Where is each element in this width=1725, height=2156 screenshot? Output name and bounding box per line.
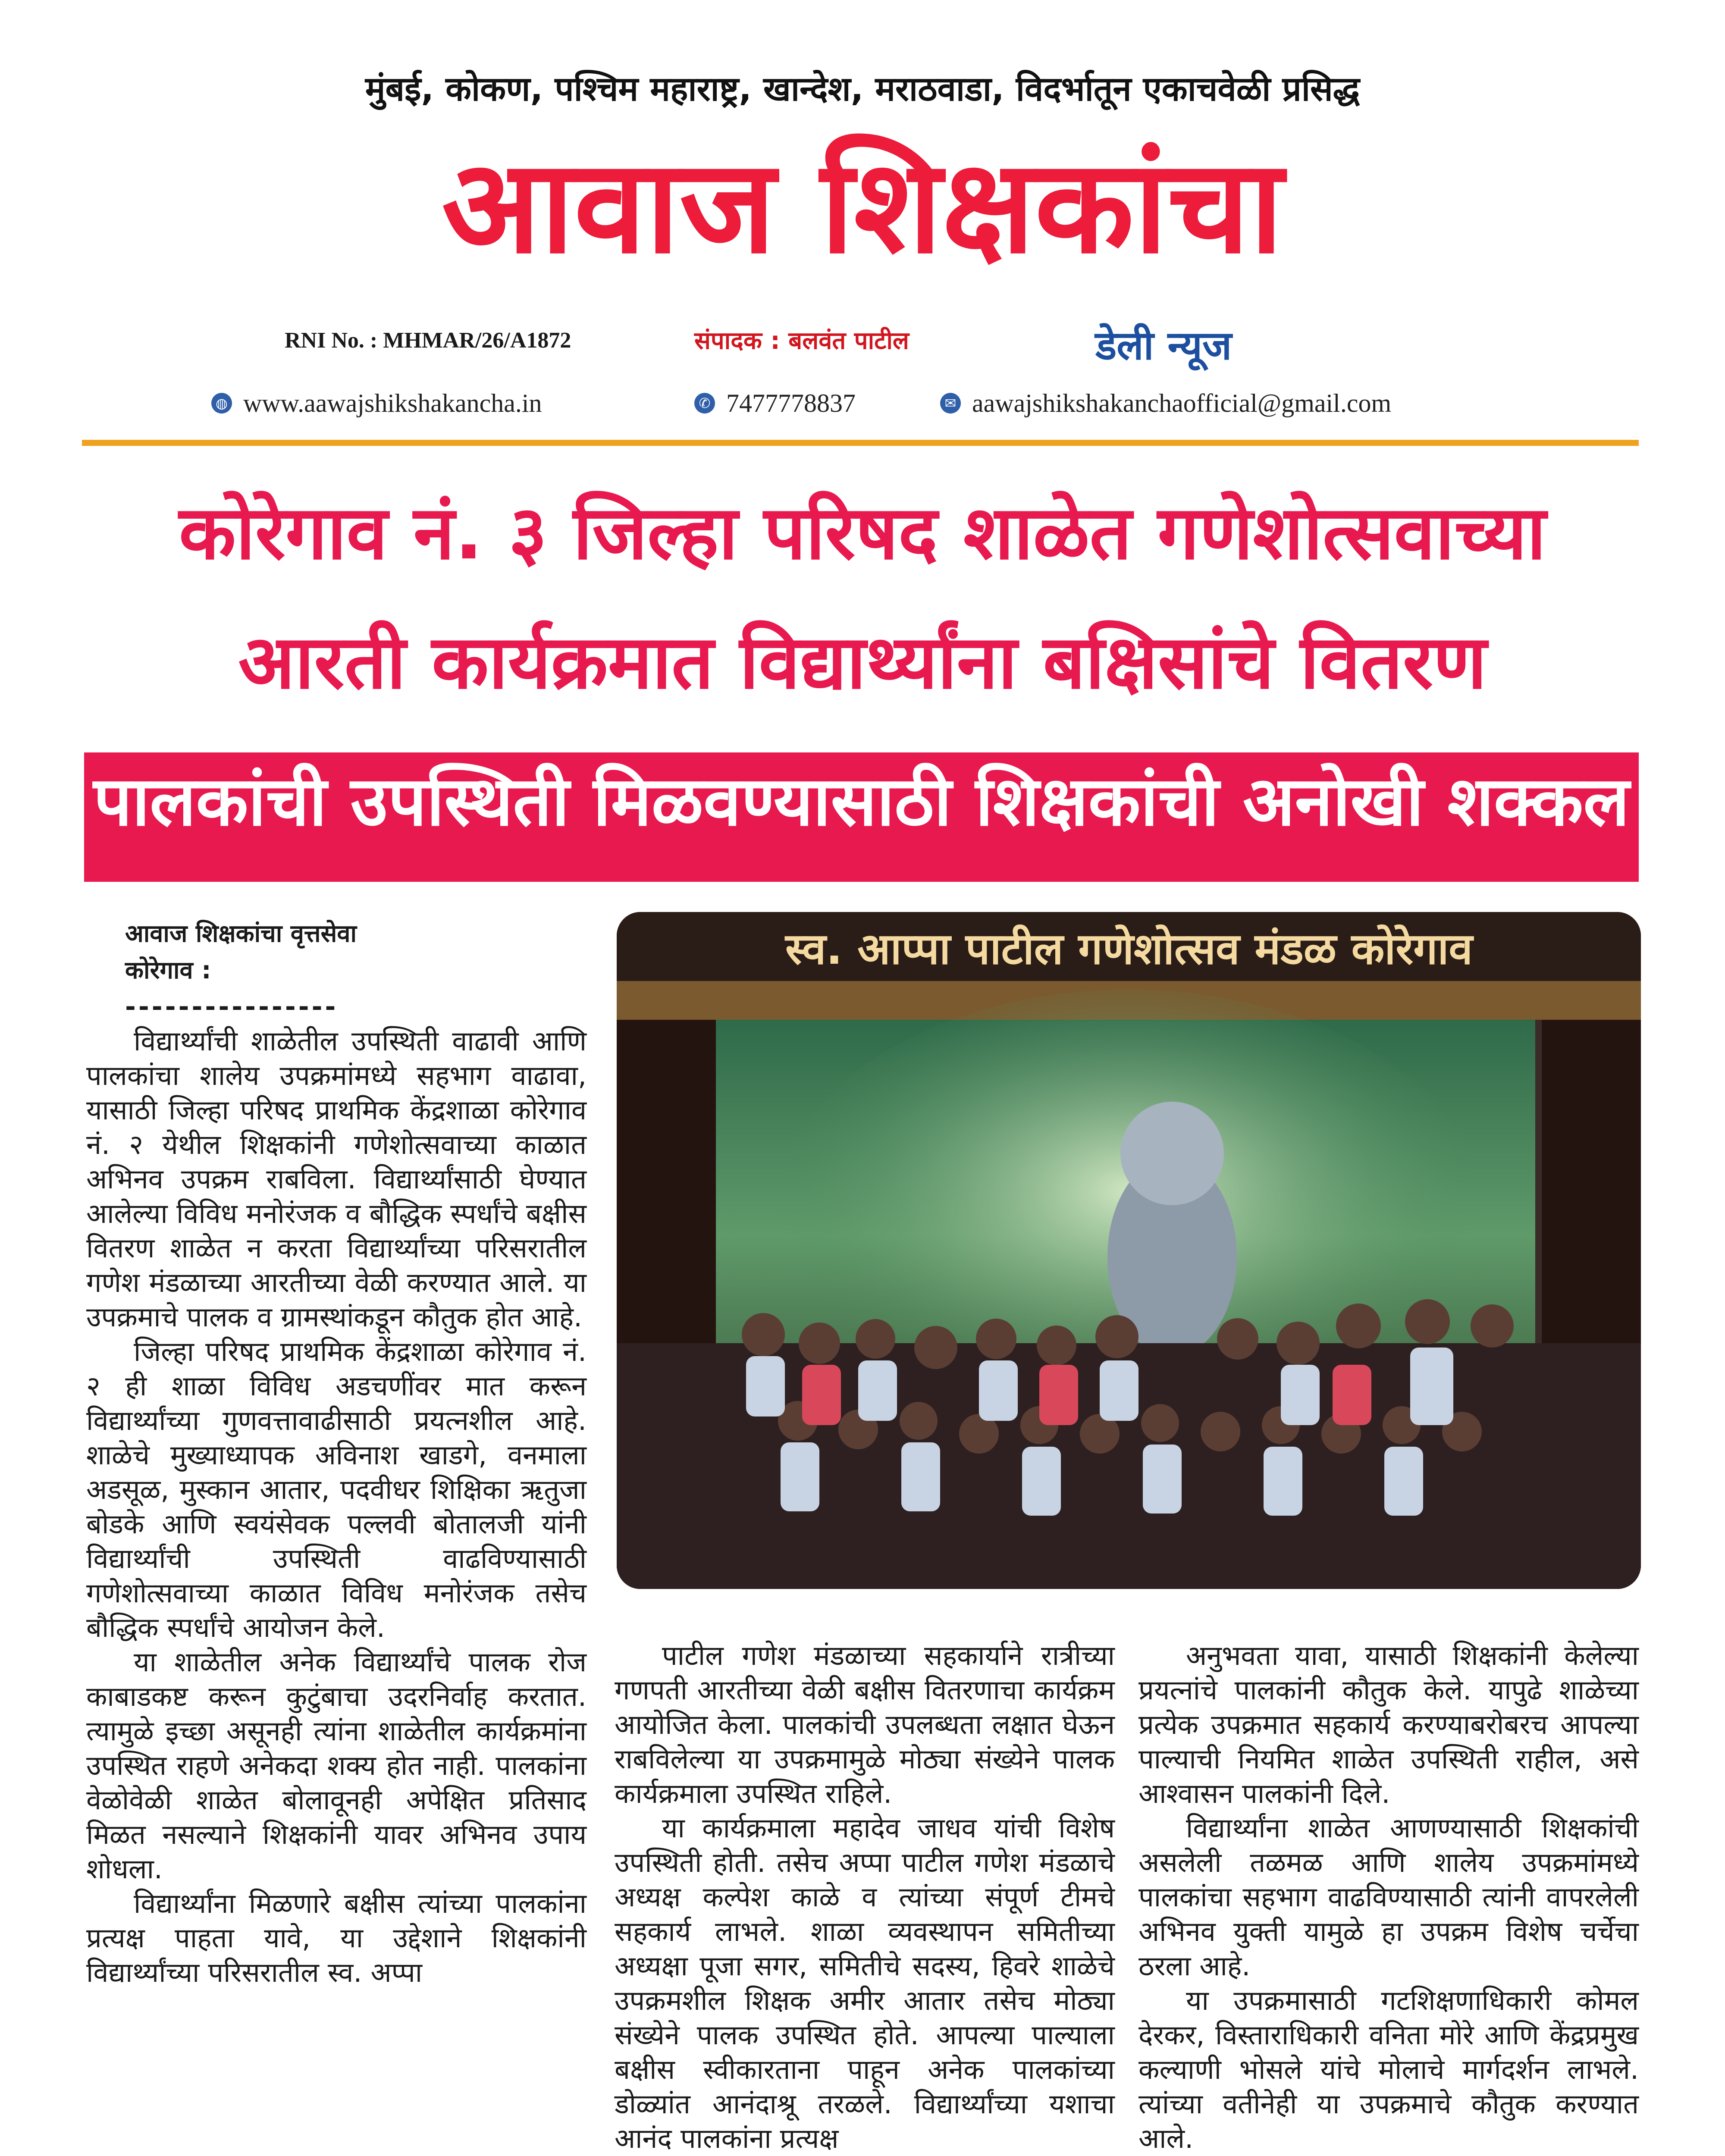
paragraph: विद्यार्थ्यांना शाळेत आणण्यासाठी शिक्षकांची असलेली तळमळ आणि शालेय उपक्रमांमध्ये पालकांचा सहभाग वाढविण्यासाठी त्यांनी वापरलेली अभिनव युक्ती यामुळे हा उपक्रम विशेष चर्चेचा ठरला आहे.	[1138, 1812, 1639, 1982]
newspaper-title: आवाज शिक्षकांचा	[442, 132, 1283, 282]
photo-banner-text: स्व. आप्पा पाटील गणेशोत्सव मंडळ कोरेगाव	[785, 924, 1473, 974]
subheadline: पालकांची उपस्थिती मिळवण्यासाठी शिक्षकांची अनोखी शक्कल	[93, 762, 1630, 841]
paragraph: या कार्यक्रमाला महादेव जाधव यांची विशेष उपस्थिती होती. तसेच अप्पा पाटील गणेश मंडळाचे अध्यक्ष कल्पेश काळे व त्यांच्या संपूर्ण टीमचे सहकार्य लाभले. शाळा व्यवस्थापन समितीच्या अध्यक्षा पूजा सगर, समितीचे सदस्य, हिवरे शाळेचे उपक्रमशील शिक्षक अमीर आतार तसेच मोठ्या संख्येने पालक उपस्थित होते. आपल्या पाल्याला बक्षीस स्वीकारताना पाहून अनेक पालकांच्या डोळ्यांत आनंदाश्रू तरळले. विद्यार्थ्यांच्या यशाचा आनंद पालकांना प्रत्यक्ष	[615, 1812, 1115, 2154]
rni-number: RNI No. : MHMAR/26/A1872	[285, 328, 571, 353]
phone-number[interactable]: 7477778837	[726, 389, 856, 417]
event-photo	[617, 912, 1641, 1589]
header-divider	[82, 440, 1639, 446]
paragraph: जिल्हा परिषद प्राथमिक केंद्रशाळा कोरेगाव नं. २ ही शाळा विविध अडचणींवर मात करून विद्यार्थ्यांच्या गुणवत्तावाढीसाठी प्रयत्नशील आहे. शाळेचे मुख्याध्यापक अविनाश खाडगे, वनमाला अडसूळ, मुस्कान आतार, पदवीधर शिक्षिका ऋतुजा बोडके आणि स्वयंसेवक पल्लवी बोतालजी यांनी विद्यार्थ्यांची उपस्थिती वाढविण्यासाठी गणेशोत्सवाच्या काळात विविध मनोरंजक तसेच बौद्धिक स्पर्धांचे आयोजन केले.	[86, 1336, 586, 1643]
phone-contact[interactable]	[694, 384, 856, 423]
email-address[interactable]: aawajshikshakanchaofficial@gmail.com	[972, 389, 1392, 417]
byline-place: कोरेगाव :	[125, 956, 211, 984]
byline-source: आवाज शिक्षकांचा वृत्तसेवा	[125, 920, 357, 948]
phone-icon: ✆	[694, 393, 715, 414]
paragraph: पाटील गणेश मंडळाच्या सहकार्याने रात्रीच्या गणपती आरतीच्या वेळी बक्षीस वितरणाचा कार्यक्रम आयोजित केला. पालकांची उपलब्धता लक्षात घेऊन राबविलेल्या या उपक्रमामुळे मोठ्या संख्येने पालक कार्यक्रमाला उपस्थित राहिले.	[615, 1640, 1115, 1809]
editor-credit: संपादक : बलवंत पाटील	[694, 327, 909, 355]
website-link[interactable]: www.aawajshikshakancha.in	[243, 389, 542, 417]
paragraph: या शाळेतील अनेक विद्यार्थ्यांचे पालक रोज काबाडकष्ट करून कुटुंबाचा उदरनिर्वाह करतात. त्यामुळे इच्छा असूनही त्यांना शाळेतील कार्यक्रमांना उपस्थित राहणे अनेकदा शक्य होत नाही. पालकांना वेळोवेळी शाळेत बोलावूनही अपेक्षित प्रतिसाद मिळत नसल्याने शिक्षकांनी यावर अभिनव उपाय शोधला.	[86, 1646, 586, 1885]
article-column-3	[1138, 1639, 1639, 2156]
article-column-2	[615, 1639, 1115, 2156]
daily-news-label: डेली न्यूज	[1095, 323, 1232, 369]
paragraph: या उपक्रमासाठी गटशिक्षणाधिकारी कोमल देरकर, विस्ताराधिकारी वनिता मोरे आणि केंद्रप्रमुख कल्याणी भोसले यांचे मोलाचे मार्गदर्शन लाभले. त्यांच्या वतीनेही या उपक्रमाचे कौतुक करण्यात आले.	[1138, 1985, 1639, 2154]
paragraph: विद्यार्थ्यांची शाळेतील उपस्थिती वाढावी आणि पालकांचा शालेय उपक्रमांमध्ये सहभाग वाढावा, यासाठी जिल्हा परिषद प्राथमिक केंद्रशाळा कोरेगाव नं. २ येथील शिक्षकांनी गणेशोत्सवाच्या काळात अभिनव उपक्रम राबविला. विद्यार्थ्यांसाठी घेण्यात आलेल्या विविध मनोरंजक व बौद्धिक स्पर्धांचे बक्षीस वितरण शाळेत न करता विद्यार्थ्यांच्या परिसरातील गणेश मंडळाच्या आरतीच्या वेळी करण्यात आले. या उपक्रमाचे पालक व ग्रामस्थांकडून कौतुक होत आहे.	[86, 1025, 586, 1333]
mail-icon: ✉	[940, 393, 961, 414]
headline-line-1: कोरेगाव नं. ३ जिल्हा परिषद शाळेत गणेशोत्सवाच्या	[179, 489, 1546, 576]
article-column-1	[86, 1024, 586, 1990]
globe-icon: ◍	[211, 393, 232, 414]
headline-line-2: आरती कार्यक्रमात विद्यार्थ्यांना बक्षिसांचे वितरण	[238, 619, 1487, 705]
email-contact[interactable]	[940, 384, 1391, 423]
tagline: मुंबई, कोकण, पश्चिम महाराष्ट्र, खान्देश, मराठवाडा, विदर्भातून एकाचवेळी प्रसिद्ध	[365, 70, 1360, 109]
paragraph: अनुभवता यावा, यासाठी शिक्षकांनी केलेल्या प्रयत्नांचे पालकांनी कौतुक केले. यापुढे शाळेच्या प्रत्येक उपक्रमात सहकार्य करण्याबरोबरच आपल्या पाल्याची नियमित शाळेत उपस्थिती राहील, असे आश्वासन पालकांनी दिले.	[1138, 1640, 1639, 1809]
byline-separator: ----------------	[125, 992, 339, 1022]
website-contact[interactable]	[211, 384, 542, 423]
paragraph: विद्यार्थ्यांना मिळणारे बक्षीस त्यांच्या पालकांना प्रत्यक्ष पाहता यावे, या उद्देशाने शिक्षकांनी विद्यार्थ्यांच्या परिसरातील स्व. अप्पा	[86, 1888, 586, 1988]
